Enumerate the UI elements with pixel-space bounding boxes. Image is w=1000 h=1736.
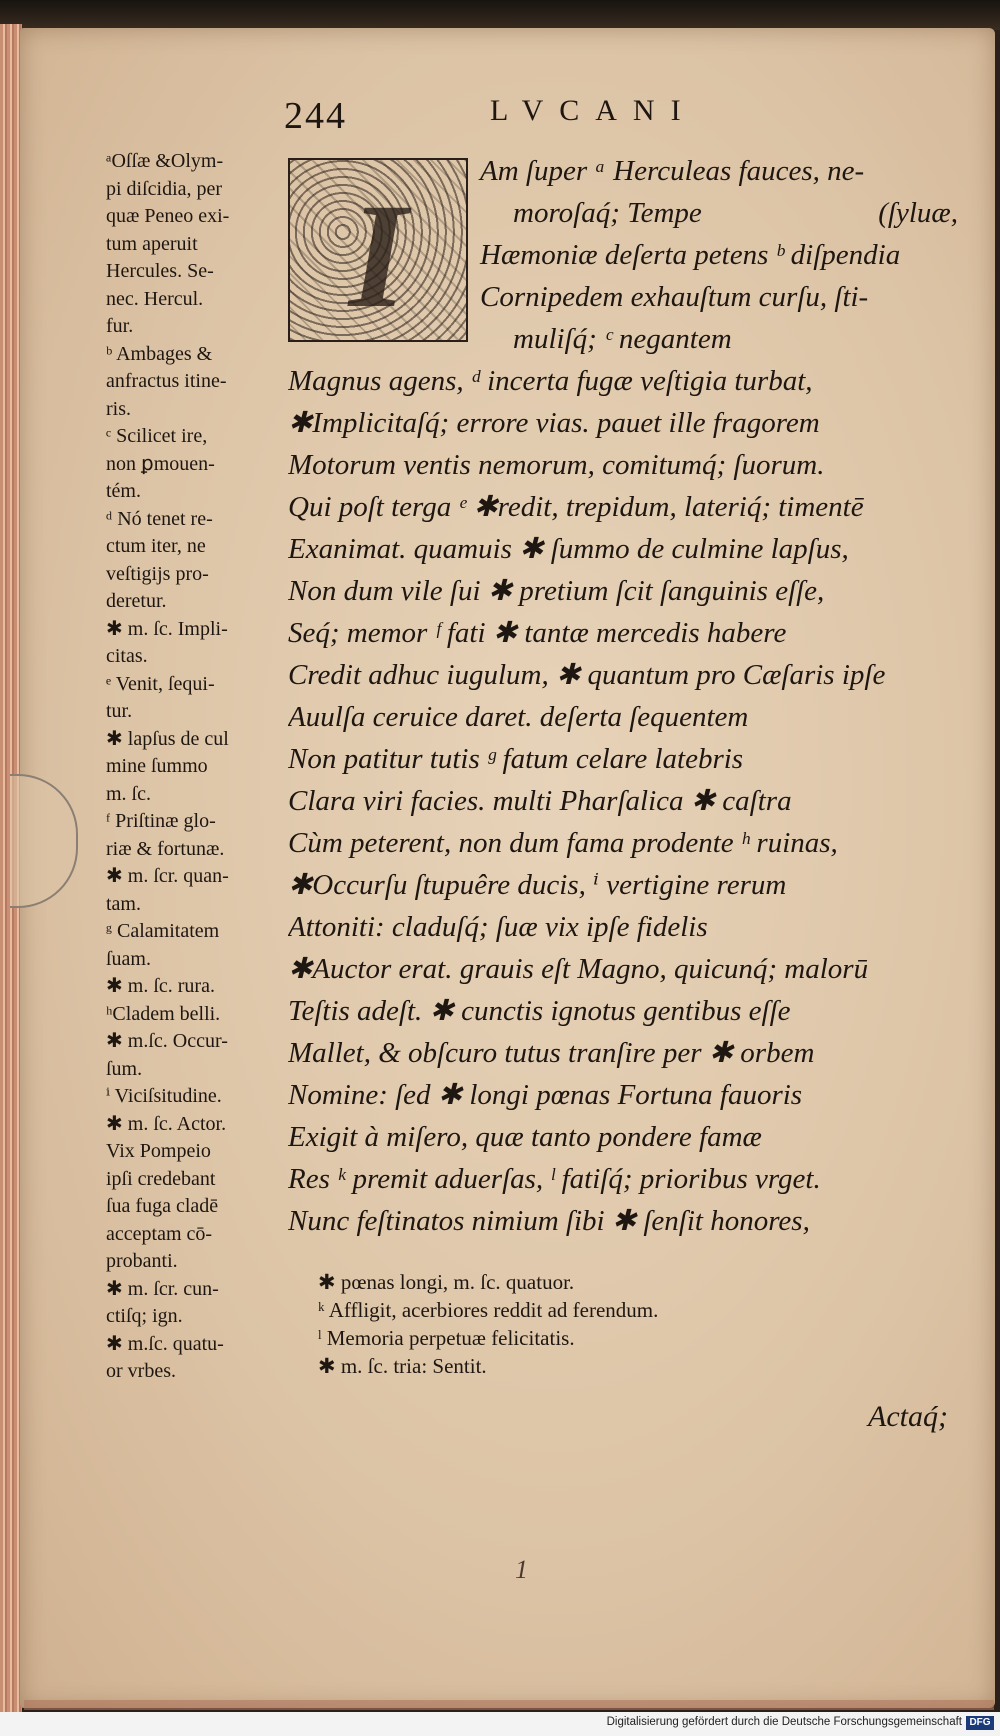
verse-line: Non dum vile ſui ✱ pretium ſcit ſanguinis eſſe, xyxy=(288,575,825,607)
margin-note-line: tém. xyxy=(106,480,141,502)
margin-note-line: ctum iter, ne xyxy=(106,535,206,557)
margin-note-line: ctiſq; ign. xyxy=(106,1305,183,1327)
margin-note-line: ʰCladem belli. xyxy=(106,1002,221,1025)
margin-note-line: ſum. xyxy=(106,1057,143,1080)
margin-note-line: non ꝑmouen- xyxy=(106,452,215,475)
verse-line: Attoniti: claduſq́; ſuæ vix ipſe fidelis xyxy=(288,911,708,943)
footnotes xyxy=(318,1268,658,1380)
margin-note-line: ᵃOſſæ &Olym- xyxy=(106,150,224,172)
running-head: LVCANI xyxy=(490,94,697,127)
dfg-logo-icon: DFG xyxy=(966,1716,994,1730)
margin-note-line: ᶠ Priſtinæ glo- xyxy=(106,810,216,832)
verse-line: Am ſuper ᵃ Herculeas fauces, ne- xyxy=(480,155,865,187)
verse-line: ✱Auctor erat. grauis eſt Magno, quicunq́; malorū xyxy=(288,953,869,985)
verse-line-split xyxy=(288,192,958,234)
verse-line: muliſq́; ᶜ negantem xyxy=(513,323,732,355)
verse-line: Exanimat. quamuis ✱ ſummo de culmine lapſus, xyxy=(288,533,849,565)
margin-note-line: ✱ m. ſc. rura. xyxy=(106,975,215,997)
margin-note-line: ✱ m.ſc. Occur- xyxy=(106,1030,228,1052)
footnote-line: ˡ Memoria perpetuæ felicitatis. xyxy=(318,1326,575,1350)
margin-notes xyxy=(106,148,282,1386)
margin-note-line: ✱ m.ſc. quatu- xyxy=(106,1332,224,1355)
footnote-line: ✱ pœnas longi, m. ſc. quatuor. xyxy=(318,1270,575,1294)
verse-line: moroſaq́; Tempe xyxy=(513,197,702,229)
catchword: Actaq́; xyxy=(868,1400,948,1433)
footnote-line: ✱ m. ſc. tria: Sentit. xyxy=(318,1354,487,1378)
verse-line: Hæmoniæ deſerta petens ᵇ diſpendia xyxy=(480,239,901,271)
verse-line: Cùm peterent, non dum fama prodente ʰ ruinas, xyxy=(288,827,838,859)
margin-note-line: or vrbes. xyxy=(106,1360,176,1382)
footnote-line: ᵏ Affligit, acerbiores reddit ad ferendum. xyxy=(318,1298,659,1322)
verse-line: Qui poſt terga ᵉ ✱redit, trepidum, lateriq́; timentē xyxy=(288,491,864,523)
verse-line: ✱Occurſu ſtupuêre ducis, ⁱ vertigine rerum xyxy=(288,869,787,901)
margin-note-line: ſuam. xyxy=(106,947,151,970)
margin-note-line: deretur. xyxy=(106,590,167,612)
margin-note-line: ✱ m. ſc. Actor. xyxy=(106,1112,227,1135)
verse-line: Cornipedem exhauſtum curſu, ſti- xyxy=(480,281,869,313)
margin-note-line: riæ & fortunæ. xyxy=(106,837,225,860)
margin-note-line: acceptam cō- xyxy=(106,1222,213,1245)
margin-note-line: ✱ m. ſcr. cun- xyxy=(106,1277,219,1300)
page-bottom-edge xyxy=(24,1700,994,1710)
margin-note-line: ᵈ Nó tenet re- xyxy=(106,507,213,530)
verse-line-carryover: (ſyluæ, xyxy=(878,197,958,229)
margin-note-line: tam. xyxy=(106,892,141,915)
margin-note-line: fur. xyxy=(106,315,134,337)
margin-note-line: Hercules. Se- xyxy=(106,260,214,282)
verse-line: Seq́; memor ᶠ fati ✱ tantæ mercedis habere xyxy=(288,617,787,649)
verse-text xyxy=(288,150,958,1242)
margin-note-line: probanti. xyxy=(106,1250,178,1272)
margin-note-line: ſua fuga cladē xyxy=(106,1195,219,1217)
margin-note-line: pi diſcidia, per xyxy=(106,177,223,200)
verse-line: Exigit à miſero, quæ tanto pondere famæ xyxy=(288,1121,762,1153)
margin-note-line: ipſi credebant xyxy=(106,1167,216,1190)
verse-line: Res ᵏ premit aduerſas, ˡ fatiſq́; prioribus vrget. xyxy=(288,1163,821,1195)
margin-note-line: Vix Pompeio xyxy=(106,1140,211,1162)
margin-note-line: ✱ m. ſc. Impli- xyxy=(106,617,228,640)
verse-line: Motorum ventis nemorum, comitumq́; ſuorum. xyxy=(288,449,825,481)
margin-note-line: ᵇ Ambages & xyxy=(106,342,213,365)
margin-note-line: ᶜ Scilicet ire, xyxy=(106,425,208,447)
margin-note-line: ᵉ Venit, ſequi- xyxy=(106,672,215,695)
margin-note-line: veſtigijs pro- xyxy=(106,562,209,585)
verse-line: Teſtis adeſt. ✱ cunctis ignotus gentibus eſſe xyxy=(288,995,791,1027)
verse-line: Credit adhuc iugulum, ✱ quantum pro Cæſaris ipſe xyxy=(288,659,886,691)
digitization-footer xyxy=(0,1712,1000,1736)
margin-note-line: ✱ m. ſcr. quan- xyxy=(106,865,229,887)
page-number: 244 xyxy=(284,95,347,137)
margin-note-line: citas. xyxy=(106,645,148,667)
margin-note-line: ✱ lapſus de cul xyxy=(106,727,229,750)
margin-note-line: quæ Peneo exi- xyxy=(106,205,230,227)
margin-note-line: m. ſc. xyxy=(106,782,151,805)
verse-line: ✱Implicitaſq́; errore vias. pauet ille fragorem xyxy=(288,407,820,439)
margin-note-line: tum aperuit xyxy=(106,232,198,255)
verse-line: Clara viri facies. multi Pharſalica ✱ caſtra xyxy=(288,785,792,817)
margin-note-line: ris. xyxy=(106,397,131,420)
margin-note-line: nec. Hercul. xyxy=(106,287,204,310)
verse-line: Mallet, & obſcuro tutus tranſire per ✱ orbem xyxy=(288,1037,815,1069)
margin-note-line: tur. xyxy=(106,700,133,722)
verse-line: Nunc feſtinatos nimium ſibi ✱ ſenſit honores, xyxy=(288,1205,810,1237)
margin-note-line: ᵍ Calamitatem xyxy=(106,920,220,942)
initial-letter: I xyxy=(348,173,408,339)
folio-mark: 1 xyxy=(515,1555,528,1584)
verse-line: Magnus agens, ᵈ incerta fugæ veſtigia turbat, xyxy=(288,365,813,397)
margin-note-line: mine ſummo xyxy=(106,755,208,777)
margin-note-line: ⁱ Viciſsitudine. xyxy=(106,1085,222,1107)
verse-line: Non patitur tutis ᵍ fatum celare latebris xyxy=(288,743,744,775)
verse-line: Nomine: ſed ✱ longi pœnas Fortuna fauoris xyxy=(288,1079,803,1111)
margin-note-line: anfractus itine- xyxy=(106,370,227,392)
scan-background-top xyxy=(0,0,1000,30)
verse-line: Auulſa ceruice daret. deſerta ſequentem xyxy=(288,701,749,733)
footer-credit: Digitalisierung gefördert durch die Deutsche Forschungsgemeinschaft xyxy=(606,1716,962,1728)
